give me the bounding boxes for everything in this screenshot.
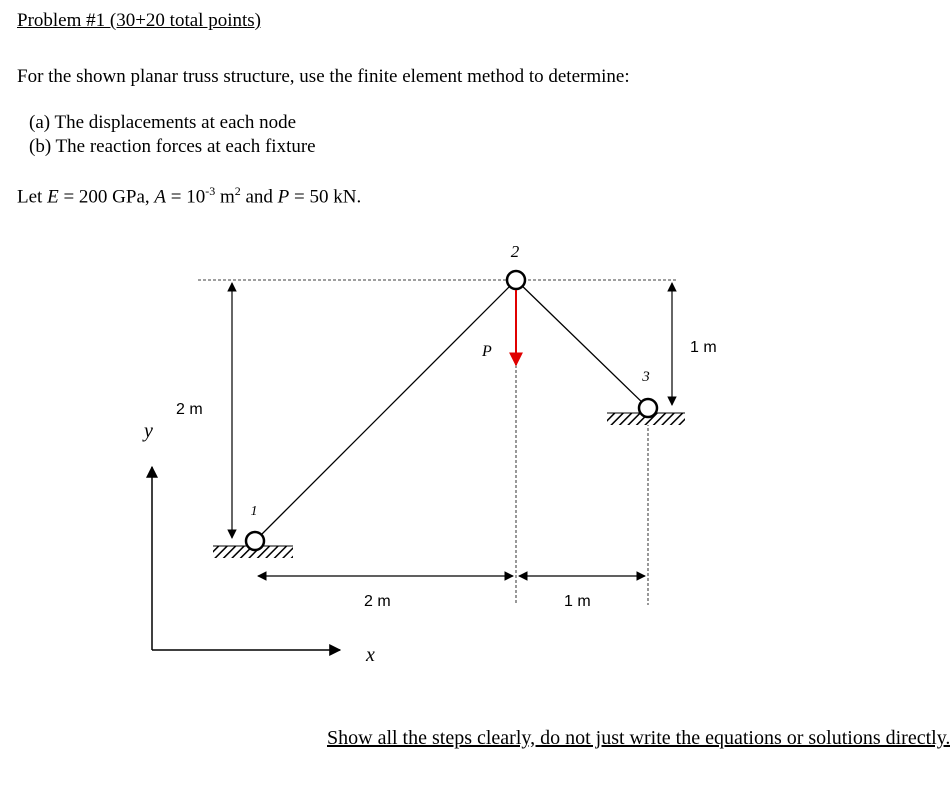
value-A-unit-exponent: 2 <box>234 184 241 198</box>
problem-intro: For the shown planar truss structure, use the finite element method to determine: <box>17 66 630 87</box>
node-3 <box>639 399 657 417</box>
symbol-P: P <box>277 186 290 208</box>
dim-height-node1-label: 2 m <box>176 401 203 418</box>
given-prefix: Let <box>17 186 48 208</box>
symbol-A: A <box>154 186 166 208</box>
value-A-exponent: -3 <box>205 184 216 198</box>
y-axis-label: y <box>144 420 153 442</box>
task-item-a: (a) The displacements at each node <box>29 112 297 133</box>
node-label-2: 2 <box>510 242 520 261</box>
value-E: = 200 GPa, <box>58 186 155 208</box>
node-label-1: 1 <box>250 504 258 519</box>
dim-height-node3-label: 1 m <box>690 339 717 356</box>
task-item-b: (b) The reaction forces at each fixture <box>29 136 316 157</box>
member-1-2 <box>255 280 516 541</box>
instructions-footer: Show all the steps clearly, do not just write the equations or solutions directly. <box>327 727 950 749</box>
node-1 <box>246 532 264 550</box>
given-and: and <box>240 186 278 208</box>
load-label: P <box>482 343 492 360</box>
node-label-3: 3 <box>642 369 650 385</box>
symbol-E: E <box>47 186 59 208</box>
value-P: = 50 kN. <box>289 186 362 208</box>
dim-span-1-2-label: 2 m <box>364 593 391 610</box>
x-axis-label: x <box>366 644 375 666</box>
dim-span-2-3-label: 1 m <box>564 593 591 610</box>
problem-title: Problem #1 (30+20 total points) <box>17 10 261 31</box>
value-A-base: = 10 <box>165 186 206 208</box>
value-A-unit: m <box>215 186 235 208</box>
member-2-3 <box>516 280 648 408</box>
node-2 <box>507 271 525 289</box>
